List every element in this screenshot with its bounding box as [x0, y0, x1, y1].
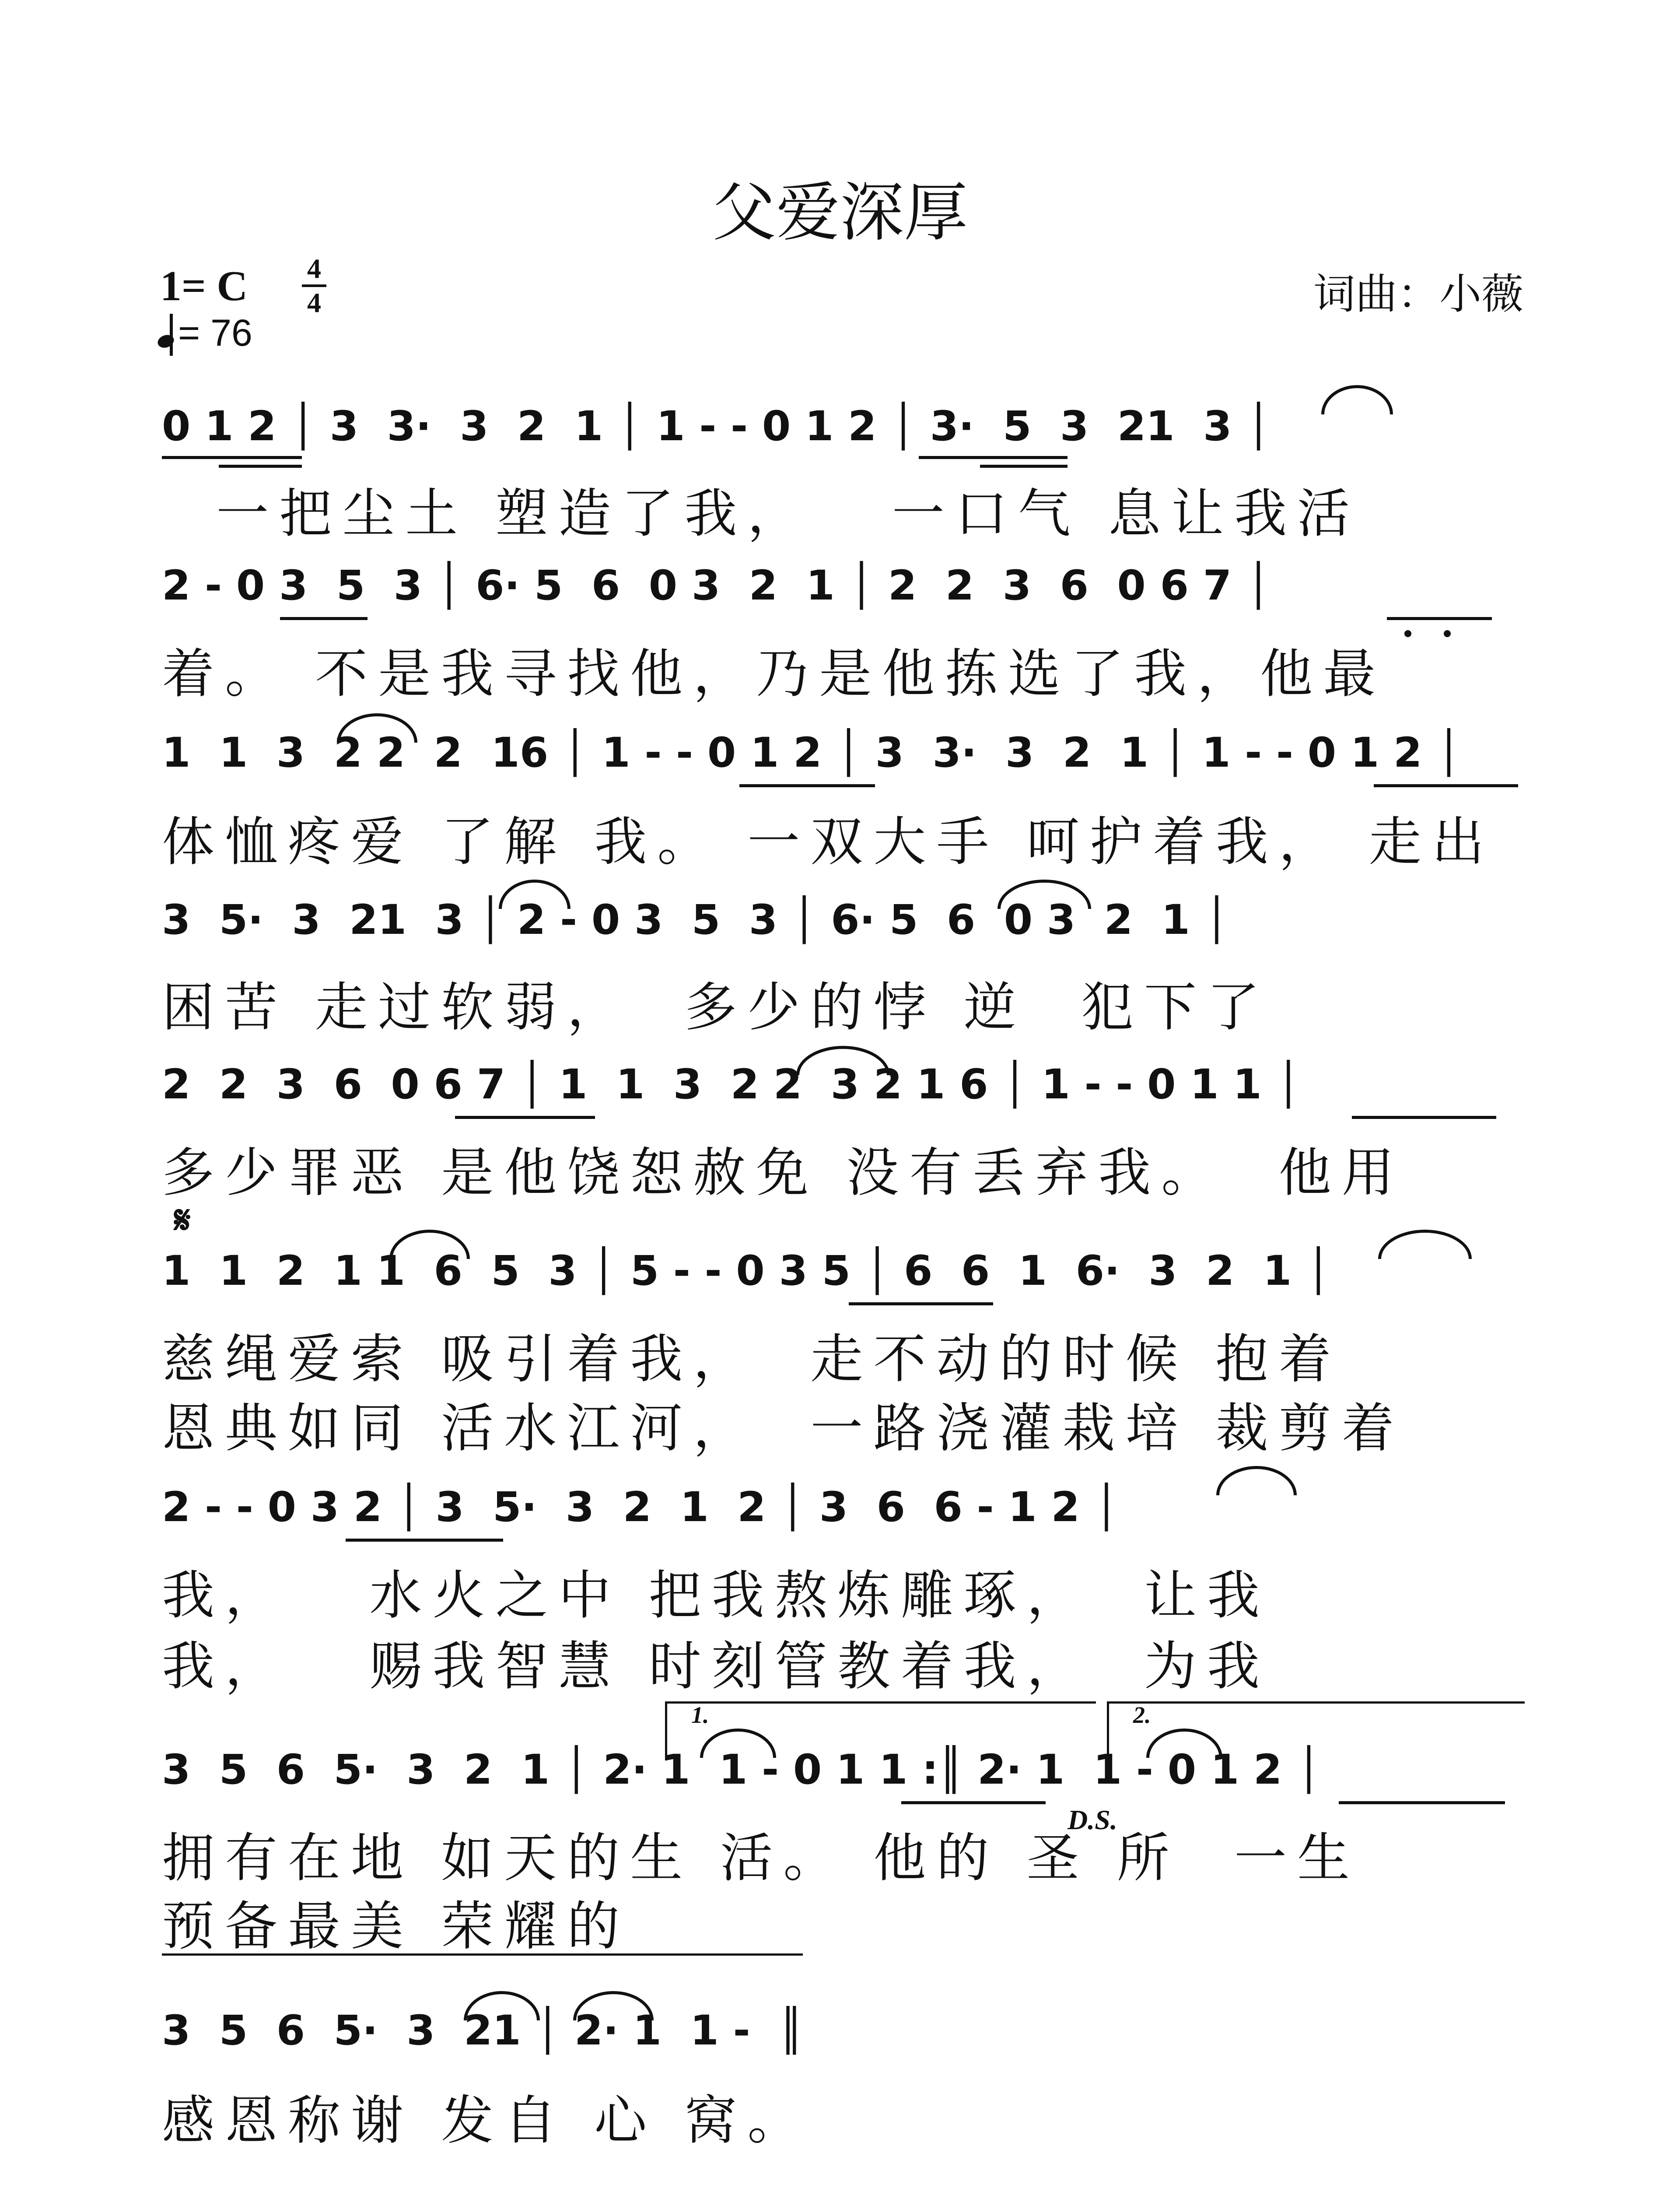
rhythm-underline	[1339, 1801, 1505, 1804]
slur-arc	[389, 1230, 470, 1259]
lyrics-line-7a: 我， 水火之中 把我熬炼雕琢， 让我	[162, 1565, 1270, 1626]
tempo-marking	[158, 312, 252, 355]
volta-1-label: 1.	[691, 1702, 709, 1728]
rhythm-underline	[219, 465, 302, 468]
rhythm-underline	[162, 456, 302, 459]
notes-line-1: 0 1 2 │ 3 3· 3 2 1 │ 1 - - 0 1 2 │ 3· 5 3 21 3 │	[162, 403, 1271, 450]
slur-arc	[337, 713, 417, 743]
notes-line-8: 3 5 6 5· 3 2 1 │ 2· 1 1 - 0 1 1 :║ 2· 1 1 - 0 1 2 │	[162, 1746, 1321, 1794]
rhythm-underline	[346, 1539, 503, 1542]
lyrics-line-8b: 预备最美 荣耀的	[162, 1896, 630, 1957]
lyrics-line-8a: 拥有在地 如天的生 活。 他的 圣 所 一生	[162, 1828, 1361, 1889]
song-title: 父爱深厚	[712, 175, 968, 250]
lyrics-line-4: 困苦 走过软弱， 多少的悖 逆 犯下了	[162, 977, 1270, 1038]
lyrics-line-9: 感恩称谢 发自 心 窝。	[162, 2090, 811, 2151]
slur-arc	[1378, 1230, 1472, 1259]
notes-line-9: 3 5 6 5· 3 21 │ 2· 1 1 - ║	[162, 2007, 804, 2055]
rhythm-underline	[1374, 784, 1518, 787]
notes-line-2: 2 - 0 3 5 3 │ 6· 5 6 0 3 2 1 │ 2 2 3 6 0 6 7 │	[162, 562, 1271, 610]
notes-line-3: 1 1 3 2 2 2 16 │ 1 - - 0 1 2 │ 3 3· 3 2 1 │ 1 - - 0 1 2 │	[162, 729, 1461, 777]
rhythm-underline	[280, 617, 368, 620]
lyrics-line-2: 着。 不是我寻找他，乃是他拣选了我，他最	[162, 644, 1386, 705]
lyrics-line-6b: 恩典如同 活水江河， 一路浇灌栽培 裁剪着	[162, 1398, 1405, 1459]
notes-line-4: 3 5· 3 21 3 │ 2 - 0 3 5 3 │ 6· 5 6 0 3 2 1 │	[162, 896, 1229, 944]
tempo-value: = 76	[178, 312, 252, 354]
rhythm-underline	[980, 465, 1068, 468]
time-denominator: 4	[307, 287, 321, 318]
slur-arc	[464, 1991, 540, 2020]
segno-icon: 𝄋	[174, 1197, 191, 1242]
rhythm-underline	[1352, 1116, 1496, 1119]
ds-marking: D.S.	[1068, 1804, 1117, 1835]
notes-line-7: 2 - - 0 3 2 │ 3 5· 3 2 1 2 │ 3 6 6 - 1 2 │	[162, 1483, 1119, 1531]
time-signature	[302, 255, 326, 317]
low-octave-dot	[1404, 630, 1411, 637]
notes-line-6: 1 1 2 1 1 6 5 3 │ 5 - - 0 3 5 │ 6 6 1 6· 3 2 1 │	[162, 1247, 1331, 1295]
key-signature: 1= C	[160, 263, 248, 310]
credit-line: 词曲：小薇	[1313, 270, 1523, 319]
rhythm-underline	[919, 456, 1068, 459]
slur-arc	[1216, 1466, 1297, 1495]
slur-arc	[998, 880, 1091, 909]
rhythm-underline	[901, 1801, 1046, 1804]
rhythm-underline	[849, 1302, 993, 1305]
lyrics-line-1: 一把尘土 塑造了我， 一口气 息让我活	[162, 484, 1361, 544]
lyrics-line-6a: 慈绳爱索 吸引着我， 走不动的时候 抱着	[162, 1329, 1342, 1390]
slur-arc	[573, 1991, 654, 2020]
slur-arc	[1321, 385, 1393, 414]
lyrics-line-3: 体恤疼爱 了解 我。 一双大手 呵护着我， 走出	[162, 812, 1495, 873]
rhythm-underline	[739, 784, 875, 787]
lyrics-line-7b: 我， 赐我智慧 时刻管教着我， 为我	[162, 1636, 1270, 1697]
slur-arc	[499, 880, 570, 909]
low-octave-dot	[1444, 630, 1451, 637]
quarter-note-stem	[170, 314, 173, 356]
final-line-bracket	[162, 1953, 803, 1956]
slur-arc	[796, 1046, 890, 1075]
rhythm-underline	[455, 1116, 595, 1119]
rhythm-underline	[1387, 617, 1492, 620]
notes-line-5: 2 2 3 6 0 6 7 │ 1 1 3 2 2 3 2 1 6 │ 1 - - 0 1 1 │	[162, 1061, 1301, 1108]
time-numerator: 4	[307, 253, 321, 284]
lyrics-line-5: 多少罪恶 是他饶恕赦免 没有丢弃我。 他用	[162, 1143, 1405, 1203]
volta-2-label: 2.	[1133, 1702, 1151, 1728]
